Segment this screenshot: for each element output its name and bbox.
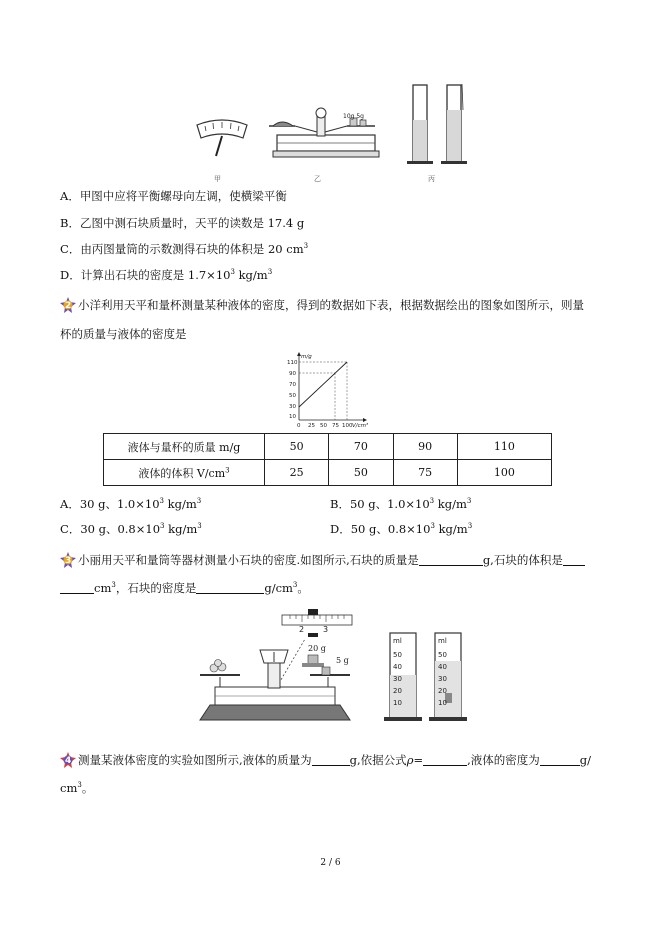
q3-weight-20g: 20 g — [308, 644, 326, 653]
question-number-icon: 3 — [60, 552, 76, 568]
q2-option-a[interactable]: A．30 g、$1.0\times 10^3$ $kg/m^3$ — [60, 497, 202, 511]
q2-stem-line2: 杯的质量与液体的密度是 — [60, 327, 187, 341]
table-cell: 90 — [393, 434, 457, 460]
q3-cyl-tick-30-left: 30 — [393, 675, 402, 683]
q3-cyl-tick-20-left: 20 — [393, 687, 402, 695]
q3-scale-tick-3: 3 — [323, 625, 329, 634]
table-cell: 70 — [329, 434, 393, 460]
q3-cyl-tick-40-right: 40 — [438, 663, 447, 671]
table-cell: 75 — [393, 460, 457, 486]
q3-cylinder-right — [429, 633, 467, 721]
page-number: 2 / 6 — [320, 858, 341, 868]
weights-label: 10g 5g — [343, 113, 364, 120]
graph-xlabel: V/cm³ — [352, 423, 369, 429]
q3-cyl-tick-50-left: 50 — [393, 651, 402, 659]
q-prev-option-a[interactable]: A．甲图中应将平衡螺母向左调，使横梁平衡 — [60, 189, 287, 203]
graph-ytick-110: 110 — [287, 360, 298, 366]
table-row-label: 液体与量杯的质量 m/g — [104, 434, 265, 460]
table-cell: 25 — [265, 460, 329, 486]
q3-figure — [190, 605, 490, 725]
graph-ytick-10: 10 — [289, 414, 296, 420]
table-cell: 50 — [329, 460, 393, 486]
q3-cyl-tick-20-right: 20 — [438, 687, 447, 695]
table-row — [104, 460, 552, 486]
q3-cyl-tick-10-left: 10 — [393, 699, 402, 707]
q2-data-table — [103, 433, 552, 486]
q3-stem-line2: $cm^3$，石块的密度是 $g/cm^3$。 — [60, 580, 309, 596]
graph-xtick-100: 100 — [342, 423, 353, 429]
table-row-label: 液体的体积 $V/cm^3$ — [104, 460, 265, 486]
question-number-icon: 2 — [60, 297, 76, 313]
table-cell: 100 — [457, 460, 551, 486]
top-figure — [185, 80, 485, 185]
q3-weight-5g: 5 g — [336, 656, 349, 665]
graph-ytick-50: 50 — [289, 393, 296, 399]
q-prev-option-c[interactable]: C．由丙图量筒的示数测得石块的体积是 20 $cm^3$ — [60, 242, 309, 256]
q-prev-option-d[interactable]: D．计算出石块的密度是 $1.7\times 10^3$ $kg/m^3$ — [60, 268, 273, 282]
graph-xtick-75: 75 — [332, 423, 339, 429]
q4-mass-blank[interactable] — [312, 753, 350, 766]
q3-cylinder-left — [384, 633, 422, 721]
q3-cyl-unit-left: ml — [393, 637, 402, 645]
q2-graph — [285, 352, 370, 430]
q3-stem-line1: 3 小丽用天平和量筒等器材测量小石块的密度.如图所示,石块的质量是 g,石块的体积是 — [60, 552, 585, 568]
q4-density-blank[interactable] — [540, 753, 580, 766]
q3-cyl-tick-50-right: 50 — [438, 651, 447, 659]
fig-label-jia: 甲 — [214, 175, 221, 183]
graph-origin: 0 — [297, 423, 301, 429]
q3-volume-blank-a[interactable] — [563, 553, 585, 566]
q2-option-d[interactable]: D．50 g、$0.8\times 10^3$ $kg/m^3$ — [330, 522, 473, 536]
q3-cyl-tick-30-right: 30 — [438, 675, 447, 683]
graph-xtick-25: 25 — [308, 423, 315, 429]
q4-stem-line1: 4 测量某液体密度的实验如图所示,液体的质量为 g,依据公式ρ= ,液体的密度为 g/ — [60, 752, 591, 768]
graph-ytick-30: 30 — [289, 404, 296, 410]
graph-ytick-70: 70 — [289, 382, 296, 388]
fig-label-yi: 乙 — [314, 175, 321, 183]
q2-stem-line1: 2 小洋利用天平和量杯测量某种液体的密度，得到的数据如下表，根据数据绘出的图象如图所示，则量 — [60, 297, 584, 313]
q2-option-b[interactable]: B．50 g、$1.0\times 10^3$ $kg/m^3$ — [330, 497, 472, 511]
table-row — [104, 434, 552, 460]
question-number-icon: 4 — [60, 752, 76, 768]
fig-label-bing: 丙 — [428, 175, 435, 183]
table-cell: 50 — [265, 434, 329, 460]
balance-dial-figure — [197, 120, 247, 156]
graph-xtick-50: 50 — [320, 423, 327, 429]
q3-cyl-unit-right: ml — [438, 637, 447, 645]
q3-scale-tick-2: 2 — [299, 625, 305, 634]
q4-stem-line2: $cm^3$。 — [60, 781, 94, 795]
q4-formula-blank[interactable] — [423, 753, 467, 766]
graph-ylabel: m/g — [301, 354, 312, 360]
q2-option-c[interactable]: C．30 g、$0.8\times 10^3$ $kg/m^3$ — [60, 522, 202, 536]
graph-ytick-90: 90 — [289, 371, 296, 377]
q3-mass-blank[interactable] — [419, 553, 483, 566]
q3-cyl-tick-40-left: 40 — [393, 663, 402, 671]
q3-density-blank[interactable] — [196, 581, 264, 594]
q-prev-option-b[interactable]: B．乙图中测石块质量时，天平的读数是 17.4 g — [60, 216, 305, 230]
cylinders-figure — [407, 84, 467, 164]
table-cell: 110 — [457, 434, 551, 460]
q3-volume-blank-b[interactable] — [60, 581, 94, 594]
q3-cyl-tick-10-right: 10 — [438, 699, 447, 707]
